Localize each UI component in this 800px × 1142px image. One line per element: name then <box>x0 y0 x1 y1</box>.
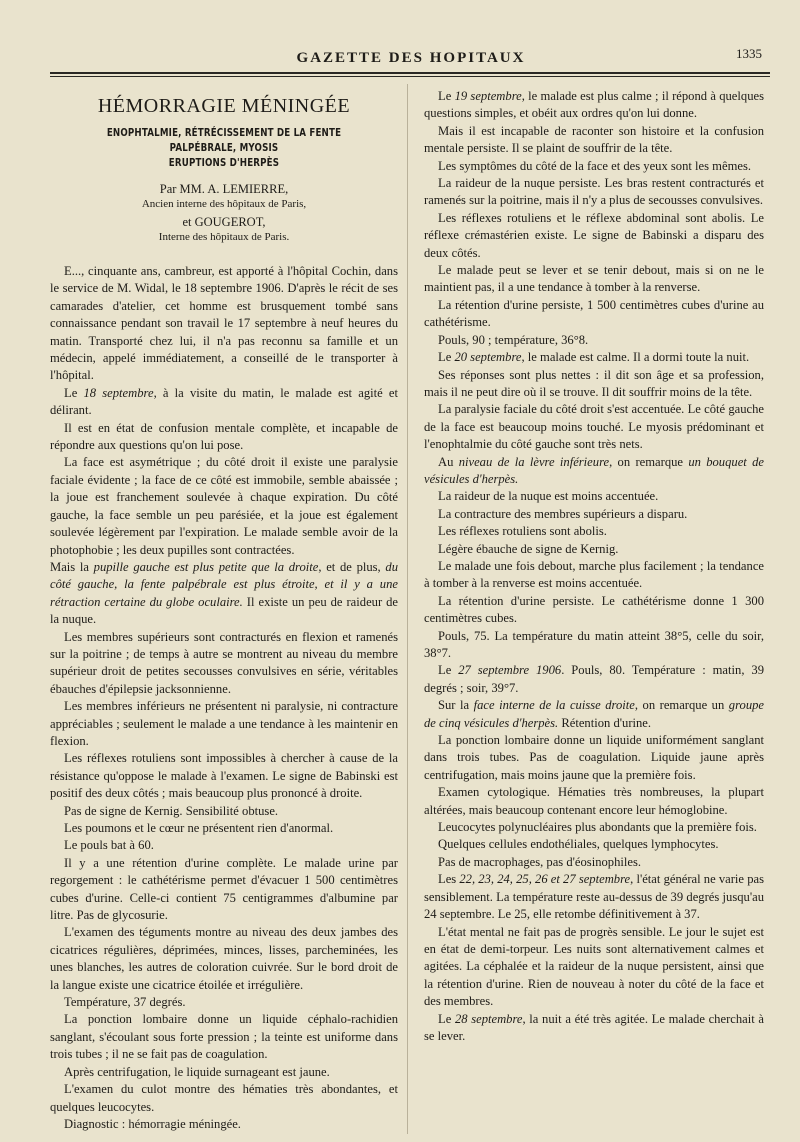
paragraph: Sur la face interne de la cuisse droite, on remarque un groupe de cinq vésicules d'herpès. Rétention d'urine. <box>424 698 765 730</box>
paragraph: Les réflexes rotuliens sont impossibles à chercher à cause de la résistance qu'oppose le malade à l'examen. Le signe de Babinski est positif des deux côtés ; mais beaucoup plus prononcé à droite. <box>50 751 398 801</box>
affiliation-2: Interne des hôpitaux de Paris. <box>158 231 290 243</box>
column-divider <box>407 84 408 1134</box>
article-title: HÉMORRAGIE MÉNINGÉE <box>97 95 351 117</box>
paragraph: Leucocytes polynucléaires plus abondants que la première fois. <box>438 820 757 835</box>
paragraph: La ponction lombaire donne un liquide céphalo-rachidien sanglant, s'écoulant sous forte pression ; la teinte est uniforme dans trois tubes ; il ne se fait pas de coagulation. <box>50 1012 398 1062</box>
paragraph: La rétention d'urine persiste. Le cathétérisme donne 1 300 centimètres cubes. <box>424 593 764 626</box>
paragraph: E..., cinquante ans, cambreur, est apporté à l'hôpital Cochin, dans le service de M. Widal, le 18 septembre 1906. D'après le récit de ses camarades d'atelier, cet homme est brusquement tombé sans connaissance pendant son travail le 17 septembre à neuf heures du matin. Transporté chez lui, il n'a pas reconnu sa famille et un médecin, appelé immédiatement, a conseillé de le transporter à l'hôpital. <box>50 264 398 383</box>
header-rule <box>50 72 770 74</box>
paragraph: Quelques cellules endothéliales, quelques lymphocytes. <box>438 837 719 852</box>
byline-2: et GOUGEROT, <box>182 215 266 229</box>
paragraph: Le 27 septembre 1906. Pouls, 80. Température : matin, 39 degrés ; soir, 39°7. <box>424 663 764 695</box>
left-column <box>50 88 398 1133</box>
paragraph: Légère ébauche de signe de Kernig. <box>438 541 619 556</box>
paragraph: La paralysie faciale du côté droit s'est accentuée. Le côté gauche de la face est beaucoup moins touché. Le myosis prédominant et l'enophtalmie du côté gauche sont très nets. <box>424 402 764 452</box>
page-number: 1335 <box>736 46 762 61</box>
paragraph: Le 18 septembre, à la visite du matin, le malade est agité et délirant. <box>50 385 398 418</box>
paragraph: Le 20 septembre, le malade est calme. Il a dormi toute la nuit. <box>438 350 750 365</box>
paragraph: Il est en état de confusion mentale complète, et incapable de répondre aux questions qu'on lui pose. <box>50 420 398 453</box>
paragraph: Mais la pupille gauche est plus petite que la droite, et de plus, du côté gauche, la fente palpébrale est plus étroite, et il y a une rétraction certaine du globe oculaire. Il existe un peu de raideur de la nuque. <box>50 559 399 627</box>
paragraph: Les réflexes rotuliens et le réflexe abdominal sont abolis. Le réflexe crémastérien existe. Le signe de Babinski a disparu des deux côtés. <box>424 210 764 260</box>
paragraph: Mais il est incapable de raconter son histoire et la confusion mentale persiste. Il se plaint de souffrir de la tête. <box>424 123 764 156</box>
paragraph: La rétention d'urine persiste, 1 500 centimètres cubes d'urine au cathétérisme. <box>424 297 764 330</box>
paragraph: Le pouls bat à 60. <box>64 838 154 853</box>
paragraph: Température, 37 degrés. <box>64 995 186 1010</box>
paragraph: Il y a une rétention d'urine complète. Le malade urine par regorgement : le cathétérisme permet d'évacuer 1 500 centimètres cubes d'urine. Celle-ci contient 75 centigrammes d'albumine par litre. Pas de glycosurie. <box>50 855 398 923</box>
paragraph: Pas de macrophages, pas d'éosinophiles. <box>438 854 642 869</box>
paragraph: La raideur de la nuque persiste. Les bras restent contracturés et ramenés sur la poitrine, mais il n'y a plus de secousses convulsives. <box>424 176 764 208</box>
paragraph: Au niveau de la lèvre inférieure, on remarque un bouquet de vésicules d'herpès. <box>424 454 764 486</box>
byline: Par MM. A. LEMIERRE, <box>159 182 289 196</box>
paragraph: L'examen des téguments montre au niveau des deux jambes des cicatrices régulières, déprimées, minces, lisses, parcheminées, les unes blanches, les autres de coloration cuivrée. Sur le bord droit de la langue existe une cicatrice étoilée et irrégulière. <box>50 925 398 992</box>
paragraph: Les réflexes rotuliens sont abolis. <box>438 524 607 539</box>
paragraph: Examen cytologique. Hématies très nombreuses, la plupart altérées, mais beaucoup contenant encore leur hémoglobine. <box>424 785 764 817</box>
paragraph: La contracture des membres supérieurs a disparu. <box>438 506 688 521</box>
paragraph: Le 28 septembre, la nuit a été très agitée. Le malade cherchait à se lever. <box>424 1011 764 1043</box>
paragraph: Le malade peut se lever et se tenir debout, mais si on ne le maintient pas, il a une tendance à tomber à la renverse. <box>424 263 764 295</box>
subtitle-line-2: ERUPTIONS D'HERPÈS <box>168 157 280 169</box>
paragraph: Pas de signe de Kernig. Sensibilité obtuse. <box>64 803 279 818</box>
paragraph: Diagnostic : hémorragie méningée. <box>64 1116 241 1131</box>
paragraph: Les membres inférieurs ne présentent ni paralysie, ni contracture appréciables ; seulement le malade a une tendance à les maintenir en flexion. <box>50 699 398 748</box>
paragraph: Les membres supérieurs sont contracturés en flexion et ramenés sur la poitrine ; de temps à autre se montrent au niveau du membre supérieur droit de petites secousses convulsives en série, véritables ébauches d'épilepsie jacksonnienne. <box>50 629 398 696</box>
paragraph: Les poumons et le cœur ne présentent rien d'anormal. <box>64 821 334 835</box>
article-subtitle <box>81 126 366 171</box>
paragraph: Après centrifugation, le liquide surnageant est jaune. <box>64 1064 330 1079</box>
paragraph: Les symptômes du côté de la face et des yeux sont les mêmes. <box>438 158 752 173</box>
journal-title: GAZETTE DES HOPITAUX <box>296 50 526 66</box>
paragraph: La raideur de la nuque est moins accentuée. <box>438 489 659 504</box>
subtitle-line-1: ENOPHTALMIE, RÉTRÉCISSEMENT DE LA FENTE PALPÉBRALE, MYOSIS <box>106 127 342 154</box>
paragraph: La face est asymétrique ; du côté droit il existe une paralysie faciale évidente ; la face de ce côté est immobile, semble abaissée ; la joue est franchement soulevée à chaque expiration. Du côté gauche, la face semble un peu parésiée, et la joue est également soulevée légèrement par l'expiration. Le malade semble avoir de la photophobie ; les deux pupilles sont contractées. <box>50 455 398 557</box>
paragraph: Le malade une fois debout, marche plus facilement ; la tendance à tomber à la renverse est moins accentuée. <box>424 558 764 591</box>
paragraph: L'état mental ne fait pas de progrès sensible. Le jour le sujet est en état de demi-torpeur. Les nuits sont alternativement calmes et agitées. La céphalée et la raideur de la nuque persistent, ainsi que la rétention d'urine. Rien de nouveau à noter du côté de la face et des membres. <box>424 924 764 1009</box>
paragraph: La ponction lombaire donne un liquide uniformément sanglant dans trois tubes. Pas de coagulation. Liquide jaune après centrifugation, mais moins jaune que la première fois. <box>424 733 764 782</box>
paragraph: L'examen du culot montre des hématies très abondantes, et quelques leucocytes. <box>50 1082 398 1114</box>
page-header <box>52 44 770 74</box>
paragraph: Le 19 septembre, le malade est plus calme ; il répond à quelques questions simples, et obéit aux ordres qu'on lui donne. <box>424 89 764 121</box>
paragraph: Les 22, 23, 24, 25, 26 et 27 septembre, l'état général ne varie pas sensiblement. La température reste au-dessus de 39 degrés jusqu'au 24 septembre. Le 25, elle retombe définitivement à 37. <box>424 872 764 922</box>
right-column <box>424 88 764 1045</box>
paragraph: Pouls, 75. La température du matin atteint 38°5, celle du soir, 38°7. <box>424 628 764 660</box>
header-rule-thin <box>50 76 770 77</box>
paragraph: Pouls, 90 ; température, 36°8. <box>438 332 589 347</box>
paragraph: Ses réponses sont plus nettes : il dit son âge et sa profession, mais il ne peut dire où il se trouve. Il dit souffrir moins de la tête. <box>424 367 764 399</box>
affiliation-1: Ancien interne des hôpitaux de Paris, <box>141 198 307 210</box>
